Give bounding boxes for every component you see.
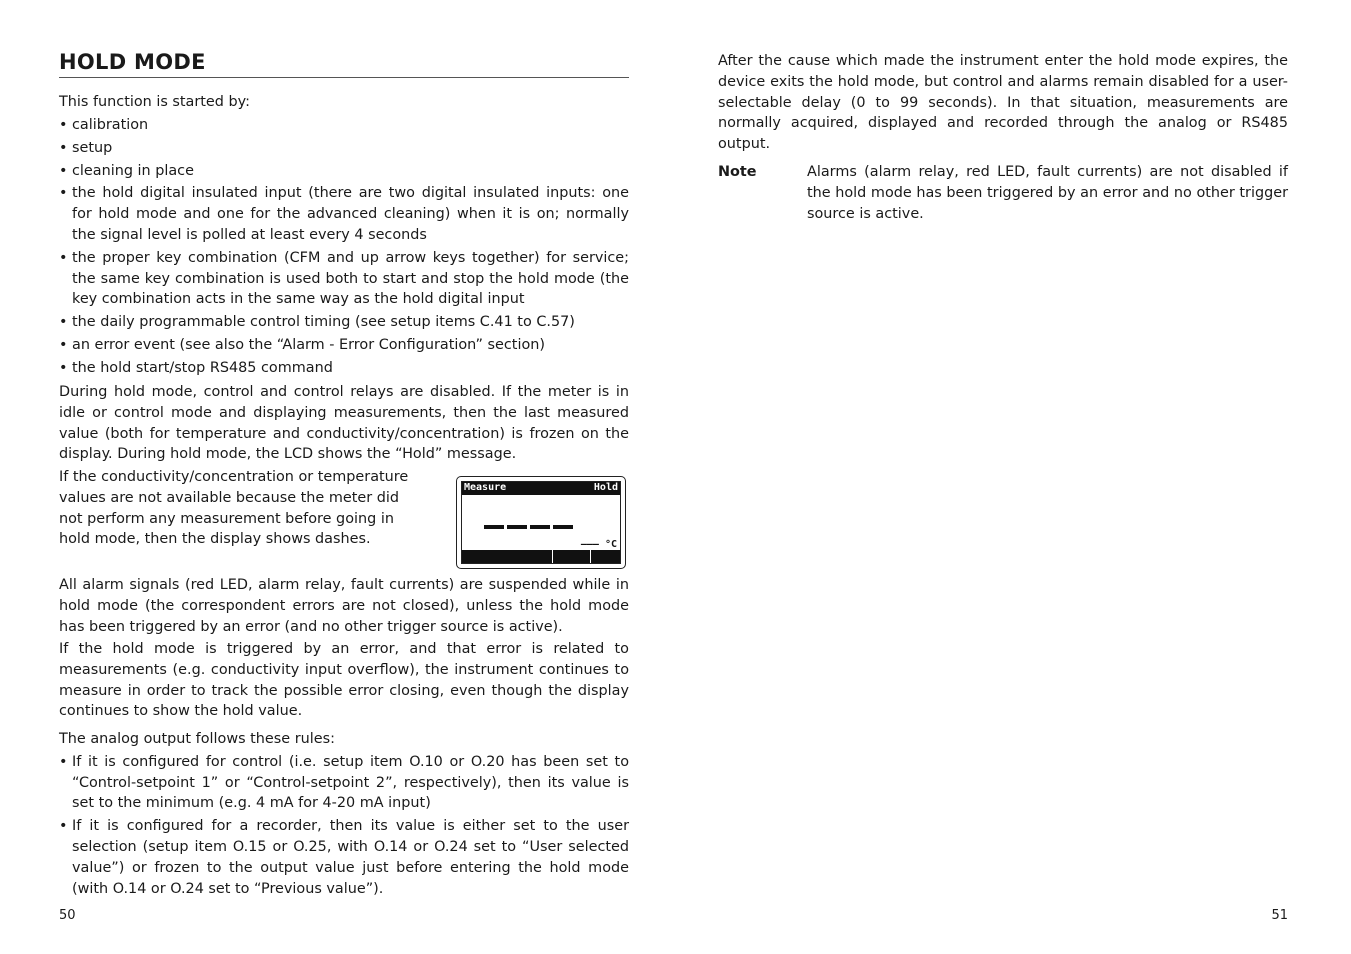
lcd-footer-bar [462, 550, 620, 563]
trigger-list [59, 115, 629, 379]
analog-block [59, 729, 629, 899]
list-item-text: setup [72, 139, 113, 156]
list-item: • calibration [59, 117, 149, 133]
analog-intro: The analog output follows these rules: [59, 731, 335, 747]
list-item: • the hold digital insulated input (there are two digital insulated inputs: one for hold mode and one for the advanced cleaning) when it is on; normally the signal level is polled at least every 4 seconds [59, 185, 629, 243]
exit-paragraph: After the cause which made the instrument enter the hold mode expires, the device exits the hold mode, but control and alarms remain disabled for a user-selectable delay (0 to 99 seconds). In that situation, measurements are normally acquired, displayed and recorded through the analog or RS485 output. [718, 53, 1288, 153]
hold-paragraph: During hold mode, control and control relays are disabled. If the meter is in idle or control mode and displaying measurements, then the last measured value (both for temperature and conductivity/concentration) is frozen on the display. During hold mode, the LCD shows the “Hold” message. [59, 384, 629, 463]
list-item: • If it is configured for a recorder, then its value is either set to the user selection (setup item O.15 or O.25, with O.14 or O.24 set to “User selected value”) or frozen to the output value just before entering the hold mode (with O.14 or O.24 set to “Previous value”). [59, 818, 629, 897]
exit-paragraph-block [718, 51, 1288, 155]
note-text: Alarms (alarm relay, red LED, fault currents) are not disabled if the hold mode has been triggered by an error and no other trigger source is active. [807, 164, 1288, 222]
lcd-paragraph: If the conductivity/concentration or temperature values are not available because the meter did not perform any measurement before going in hold mode, then the display shows dashes. [59, 469, 409, 548]
page-number: 50 [59, 908, 76, 923]
list-item: • cleaning in place [59, 162, 194, 179]
error-paragraph: If the hold mode is triggered by an error, and that error is related to measurements (e.g. conductivity input overflow), the instrument continues to measure in order to track the possible error closing, even though the display continues to show the hold value. [59, 641, 629, 720]
list-item-text: If it is configured for control (i.e. setup item O.10 or O.20 has been set to “Control-setpoint 1” or “Control-setpoint 2”, respectively), then its value is set to the minimum (e.g. 4 mA for 4-20 mA input) [72, 753, 629, 812]
lcd-footer-divider [590, 550, 591, 563]
list-item-text: cleaning in place [72, 162, 194, 179]
alarm-paragraph-block [59, 575, 629, 637]
error-paragraph-block [59, 639, 629, 722]
lcd-display-illustration [456, 476, 626, 569]
lcd-hold-label: Hold [593, 482, 618, 493]
list-item-text: If it is configured for a recorder, then its value is either set to the user selection (setup item O.15 or O.25, with O.14 or O.24 set to “User selected value”) or frozen to the output value just before entering the hold mode (with O.14 or O.24 set to “Previous value”). [72, 818, 629, 897]
list-item-text: the hold digital insulated input (there are two digital insulated inputs: one for hold mode and one for the advanced cleaning) when it is on; normally the signal level is polled at least every 4 seconds [72, 185, 629, 243]
list-item: • If it is configured for control (i.e. setup item O.10 or O.20 has been set to “Control-setpoint 1” or “Control-setpoint 2”, respectively), then its value is set to the minimum (e.g. 4 mA for 4-20 mA input) [59, 753, 629, 812]
lcd-screen [461, 481, 621, 564]
list-item-text: calibration [72, 117, 149, 133]
list-item-text: the hold start/stop RS485 command [72, 359, 333, 376]
note-label: Note [718, 164, 757, 180]
intro-text: This function is started by: [59, 94, 250, 110]
list-item: • an error event (see also the “Alarm - Error Configuration” section) [59, 336, 545, 353]
list-item-text: the proper key combination (CFM and up arrow keys together) for service; the same key combination is used both to start and stop the hold mode (the key combination acts in the same way as the hold digital input [72, 249, 629, 308]
list-item: • the hold start/stop RS485 command [59, 359, 333, 376]
lcd-measure-label: Measure [464, 482, 507, 493]
lcd-temperature: ––– °C [580, 539, 617, 550]
page-number: 51 [1271, 908, 1288, 923]
list-item-text: the daily programmable control timing (see setup items C.41 to C.57) [72, 314, 575, 331]
intro-block [59, 92, 629, 113]
lcd-footer-divider [552, 550, 553, 563]
hold-paragraph-block [59, 382, 629, 465]
list-item: • setup [59, 139, 113, 156]
list-item: • the daily programmable control timing (see setup items C.41 to C.57) [59, 314, 575, 331]
lcd-value-dashes [484, 516, 576, 537]
alarm-paragraph: All alarm signals (red LED, alarm relay, fault currents) are suspended while in hold mode (the correspondent errors are not closed), unless the hold mode has been triggered by an error (and no other trigger source is active). [59, 577, 629, 635]
list-item: • the proper key combination (CFM and up arrow keys together) for service; the same key combination is used both to start and stop the hold mode (the key combination acts in the same way as the hold digital input [59, 249, 629, 308]
page-title: HOLD MODE [59, 50, 629, 78]
list-item-text: an error event (see also the “Alarm - Error Configuration” section) [72, 336, 545, 353]
